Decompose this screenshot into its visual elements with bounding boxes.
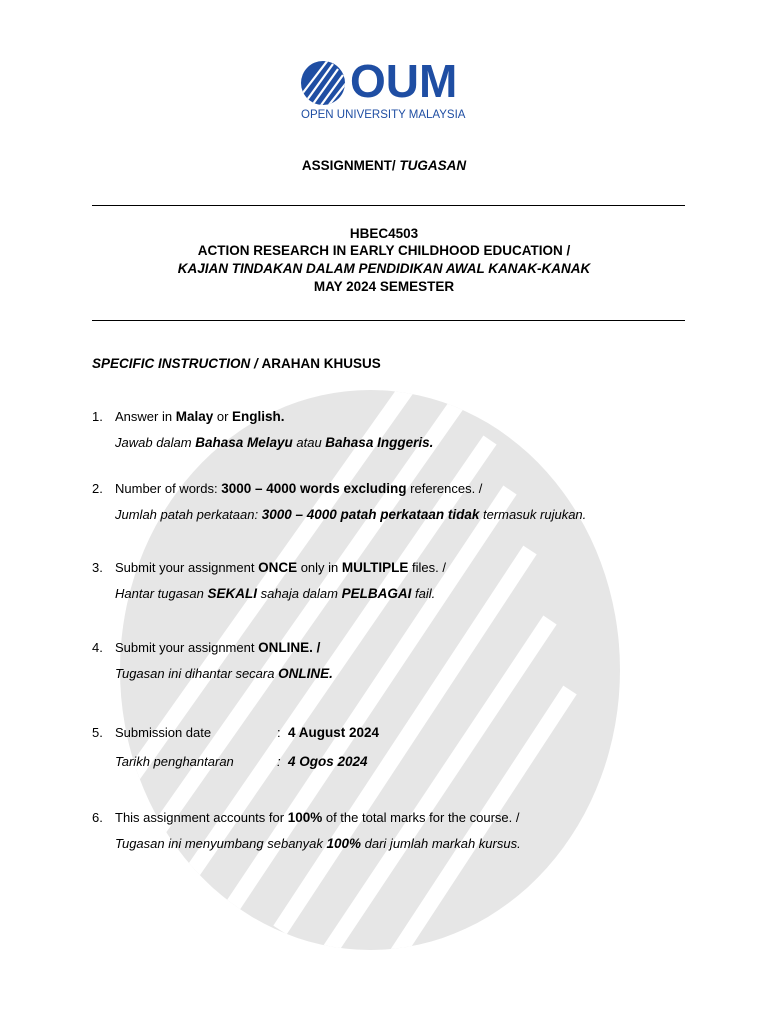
logo-wordmark: OUM <box>350 55 458 107</box>
item-number: 1. <box>92 409 103 424</box>
item-text-en: This assignment accounts for 100% of the total marks for the course. / <box>115 810 520 825</box>
submission-date-en: Submission date : 4 August 2024 <box>115 725 380 740</box>
assignment-title-en: ASSIGNMENT/ <box>301 158 396 173</box>
item-text-ms: Tugasan ini menyumbang sebanyak 100% dari jumlah markah kursus. <box>115 836 521 851</box>
item-text-en: Submit your assignment ONCE only in MULTIPLE files. / <box>115 560 446 575</box>
instructions-heading-en: SPECIFIC INSTRUCTION / <box>92 356 262 371</box>
divider-top <box>92 205 685 206</box>
item-text-ms: Jumlah patah perkataan: 3000 – 4000 patah perkataan tidak termasuk rujukan. <box>115 507 587 522</box>
item-number: 2. <box>92 481 103 496</box>
divider-bottom <box>92 320 685 321</box>
submission-date-ms: Tarikh penghantaran : 4 Ogos 2024 <box>115 754 368 769</box>
item-number: 4. <box>92 640 103 655</box>
item-text-en: Answer in Malay or English. <box>115 409 285 424</box>
submission-date-value: 4 August 2024 <box>288 725 380 740</box>
logo-tagline: OPEN UNIVERSITY MALAYSIA <box>301 109 466 121</box>
item-number: 5. <box>92 725 103 740</box>
assignment-title-ms: TUGASAN <box>399 158 467 173</box>
item-number: 3. <box>92 560 103 575</box>
course-code: HBEC4503 <box>349 226 419 241</box>
item-text-ms: Jawab dalam Bahasa Melayu atau Bahasa Inggeris. <box>115 435 434 450</box>
semester: MAY 2024 SEMESTER <box>313 279 455 294</box>
submission-date-value-ms: 4 Ogos 2024 <box>288 754 368 769</box>
course-title-ms: KAJIAN TINDAKAN DALAM PENDIDIKAN AWAL KANAK-KANAK <box>177 261 591 276</box>
assignment-title <box>0 158 768 173</box>
item-number: 6. <box>92 810 103 825</box>
course-title-en: ACTION RESEARCH IN EARLY CHILDHOOD EDUCATION / <box>197 243 571 258</box>
instructions-heading-ms: ARAHAN KHUSUS <box>261 356 381 371</box>
oum-emblem-icon <box>300 60 346 106</box>
item-text-ms: Tugasan ini dihantar secara ONLINE. <box>115 666 333 681</box>
submission-date-label: Submission date <box>115 725 212 740</box>
item-text-en: Submit your assignment ONLINE. / <box>115 640 321 655</box>
oum-logo <box>300 55 475 126</box>
instructions-heading <box>92 356 381 371</box>
item-text-ms: Hantar tugasan SEKALI sahaja dalam PELBAGAI fail. <box>115 586 436 601</box>
item-text-en: Number of words: 3000 – 4000 words excluding references. / <box>115 481 483 496</box>
submission-date-label-ms: Tarikh penghantaran <box>115 754 234 769</box>
